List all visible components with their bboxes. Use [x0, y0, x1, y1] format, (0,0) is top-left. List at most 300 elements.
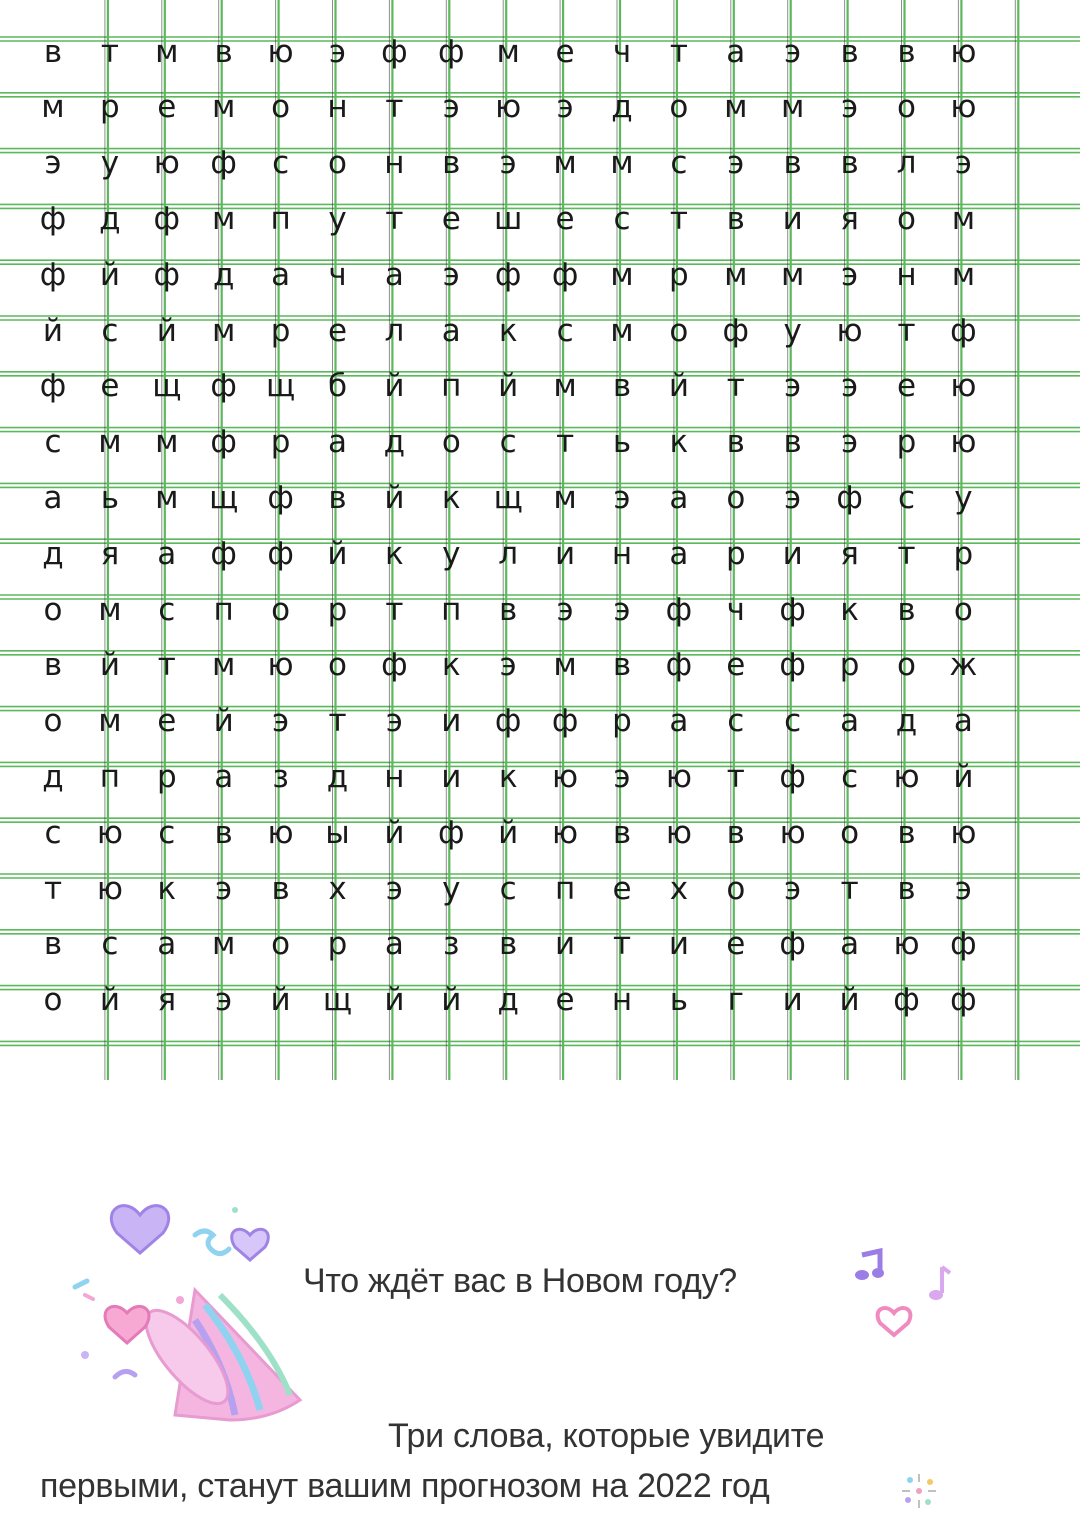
grid-letter: э — [442, 256, 460, 293]
grid-letter: а — [328, 424, 347, 461]
grid-letter: г — [727, 982, 744, 1019]
grid-letter: в — [840, 145, 859, 182]
grid-letter: и — [782, 200, 803, 237]
grid-letter: в — [43, 647, 63, 684]
grid-letter: а — [669, 703, 689, 740]
grid-letter: к — [157, 870, 177, 907]
grid-letter: ч — [612, 33, 632, 70]
grid-letter: м — [496, 33, 520, 70]
grid-letter: ф — [494, 703, 522, 740]
grid-letter: в — [612, 647, 632, 684]
grid-letter: и — [555, 926, 576, 963]
grid-letter: т — [897, 535, 916, 572]
grid-letter: ф — [836, 479, 863, 516]
grid-letter: е — [441, 200, 461, 237]
grid-letter: э — [784, 33, 802, 70]
grid-letter: т — [328, 703, 347, 740]
grid-letter: о — [897, 89, 916, 126]
grid-letter: т — [100, 33, 119, 70]
grid-letter: ь — [100, 479, 120, 516]
grid-letter: в — [43, 926, 63, 963]
grid-letter: щ — [209, 479, 239, 516]
grid-letter: с — [727, 703, 745, 740]
grid-letter: р — [270, 312, 291, 349]
grid-letter: о — [328, 145, 347, 182]
grid-letter: ф — [381, 33, 408, 70]
grid-letter: п — [213, 591, 234, 628]
grid-letter: й — [213, 703, 234, 740]
grid-letter: ю — [267, 814, 294, 851]
grid-letter: р — [953, 535, 974, 572]
grid-letter: и — [441, 703, 462, 740]
grid-letter: м — [780, 89, 805, 126]
grid-letter: и — [555, 535, 576, 572]
grid-letter: р — [839, 647, 860, 684]
grid-letter: ф — [950, 982, 977, 1019]
grid-letter: е — [555, 200, 575, 237]
grid-letter: й — [498, 814, 519, 851]
grid-letter: с — [670, 145, 688, 182]
grid-letter: а — [669, 479, 689, 516]
grid-letter: р — [270, 424, 291, 461]
grid-letter: ф — [950, 312, 977, 349]
grid-letter: ф — [267, 535, 294, 572]
grid-letter: ф — [722, 312, 750, 349]
grid-letter: я — [157, 982, 177, 1019]
grid-letter: ю — [267, 33, 294, 70]
grid-letter: э — [613, 479, 631, 516]
grid-letter: ф — [381, 647, 408, 684]
grid-letter: м — [724, 256, 748, 293]
grid-letter: э — [784, 368, 802, 405]
grid-letter: в — [897, 33, 916, 70]
music-note-icon — [850, 1245, 970, 1340]
grid-letter: ф — [494, 256, 522, 293]
grid-letter: й — [327, 535, 348, 572]
grid-letter: ю — [950, 89, 977, 126]
grid-letter: о — [726, 870, 746, 907]
grid-letter: е — [726, 926, 746, 963]
grid-letter: щ — [322, 982, 353, 1019]
grid-letter: в — [214, 814, 233, 851]
grid-letter: в — [897, 814, 916, 851]
grid-letter: я — [840, 535, 859, 572]
grid-letter: э — [556, 89, 574, 126]
grid-letter: ю — [893, 758, 920, 795]
grid-letter: э — [499, 145, 517, 182]
grid-letter: т — [43, 870, 63, 907]
grid-letter: п — [441, 591, 462, 628]
grid-letter: э — [841, 89, 859, 126]
grid-letter: к — [441, 479, 461, 516]
grid-letter: ф — [779, 926, 806, 963]
grid-letter: э — [215, 870, 233, 907]
grid-letter: д — [42, 758, 64, 795]
grid-letter: н — [896, 256, 917, 293]
grid-letter: в — [897, 870, 916, 907]
grid-letter: в — [499, 926, 518, 963]
grid-letter: ю — [552, 758, 579, 795]
grid-letter: ф — [438, 33, 465, 70]
grid-letter: с — [784, 703, 802, 740]
grid-letter: ю — [267, 647, 294, 684]
grid-letter: п — [441, 368, 462, 405]
grid-letter: п — [554, 870, 576, 907]
grid-letter: о — [669, 312, 689, 349]
grid-letter: й — [839, 982, 860, 1019]
grid-letter: т — [669, 200, 688, 237]
grid-letter: ф — [153, 200, 181, 237]
grid-letter: и — [782, 535, 803, 572]
grid-letter: ю — [96, 870, 123, 907]
grid-letter: ф — [210, 535, 237, 572]
grid-letter: к — [498, 758, 518, 795]
grid-letter: а — [384, 256, 404, 293]
question-text: Что ждёт вас в Новом году? — [303, 1262, 737, 1300]
grid-letter: ю — [96, 814, 123, 851]
grid-letter: т — [157, 647, 176, 684]
grid-letter: э — [613, 758, 631, 795]
grid-letter: м — [155, 424, 179, 461]
grid-letter: а — [43, 479, 63, 516]
grid-letter: э — [784, 479, 802, 516]
grid-letter: а — [669, 535, 689, 572]
grid-letter: в — [897, 591, 916, 628]
grid-letter: р — [327, 591, 348, 628]
grid-letter: а — [840, 703, 860, 740]
grid-letter: у — [783, 312, 802, 349]
grid-letter: т — [897, 312, 916, 349]
grid-letter: с — [44, 424, 62, 461]
grid-letter: а — [384, 926, 404, 963]
grid-letter: т — [726, 368, 745, 405]
grid-letter: ю — [153, 145, 180, 182]
grid-letter: ф — [551, 256, 579, 293]
grid-letter: я — [100, 535, 120, 572]
grid-letter: ф — [551, 703, 579, 740]
grid-letter: б — [327, 368, 348, 405]
grid-letter: э — [215, 982, 233, 1019]
grid-letter: х — [669, 870, 689, 907]
grid-letter: ф — [210, 424, 237, 461]
grid-letter: м — [553, 368, 577, 405]
grid-letter: м — [724, 89, 748, 126]
grid-letter: а — [726, 33, 746, 70]
grid-letter: м — [610, 256, 634, 293]
grid-letter: ф — [950, 926, 977, 963]
grid-letter: м — [780, 256, 805, 293]
grid-letter: о — [271, 89, 291, 126]
grid-letter: д — [212, 256, 235, 293]
grid-letter: с — [158, 814, 176, 851]
grid-letter: с — [44, 814, 62, 851]
grid-letter: ю — [893, 926, 920, 963]
grid-letter: й — [384, 368, 405, 405]
grid-letter: ф — [210, 145, 237, 182]
grid-letter: ф — [153, 256, 181, 293]
grid-letter: с — [272, 145, 290, 182]
grid-letter: р — [896, 424, 917, 461]
grid-letter: э — [954, 145, 972, 182]
grid-letter: й — [42, 312, 64, 349]
grid-letter: ф — [39, 256, 67, 293]
grid-letter: й — [99, 982, 120, 1019]
grid-letter: о — [669, 89, 689, 126]
grid-letter: м — [41, 89, 65, 126]
grid-letter: щ — [493, 479, 523, 516]
grid-letter: т — [669, 33, 688, 70]
grid-letter: ю — [950, 368, 977, 405]
grid-letter: с — [841, 758, 859, 795]
grid-letter: е — [726, 647, 746, 684]
grid-letter: э — [841, 424, 859, 461]
grid-letter: ю — [495, 89, 522, 126]
grid-letter: м — [553, 479, 577, 516]
grid-letter: м — [211, 89, 236, 126]
grid-letter: й — [99, 256, 120, 293]
grid-letter: ф — [893, 982, 920, 1019]
grid-letter: ф — [779, 758, 806, 795]
grid-letter: в — [499, 591, 518, 628]
grid-letter: й — [99, 647, 120, 684]
grid-letter: э — [841, 256, 859, 293]
grid-letter: р — [725, 535, 746, 572]
grid-letter: а — [441, 312, 461, 349]
grid-letter: э — [442, 89, 460, 126]
grid-letter: а — [157, 535, 177, 572]
grid-letter: м — [211, 312, 236, 349]
grid-letter: л — [384, 312, 405, 349]
grid-letter: й — [441, 982, 462, 1019]
grid-letter: н — [611, 982, 633, 1019]
grid-letter: о — [953, 591, 973, 628]
grid-letter: в — [783, 145, 802, 182]
grid-letter: о — [271, 926, 291, 963]
grid-letter: т — [385, 591, 404, 628]
grid-letter: ю — [779, 814, 806, 851]
grid-letter: е — [612, 870, 632, 907]
grid-letter: у — [442, 535, 461, 572]
grid-letter: в — [271, 870, 290, 907]
grid-letter: т — [840, 870, 859, 907]
grid-letter: й — [270, 982, 291, 1019]
grid-letter: д — [383, 424, 406, 461]
grid-letter: с — [499, 424, 517, 461]
grid-letter: в — [783, 424, 802, 461]
grid-letter: у — [100, 145, 120, 182]
grid-letter: а — [840, 926, 860, 963]
grid-letter: м — [98, 424, 122, 461]
grid-letter: ь — [669, 982, 689, 1019]
grid-letter: с — [613, 200, 631, 237]
grid-letter: е — [157, 89, 177, 126]
grid-letter: й — [384, 982, 405, 1019]
grid-letter: ы — [325, 814, 350, 851]
grid-letter: м — [553, 647, 577, 684]
grid-letter: ф — [779, 591, 806, 628]
grid-letter: с — [499, 870, 517, 907]
grid-letter: й — [384, 814, 405, 851]
grid-letter: о — [840, 814, 860, 851]
grid-letter: э — [385, 870, 403, 907]
grid-letter: ю — [950, 33, 977, 70]
grid-letter: р — [156, 758, 177, 795]
grid-letter: т — [726, 758, 745, 795]
grid-letter: р — [327, 926, 348, 963]
grid-letter: м — [98, 703, 122, 740]
grid-letter: к — [669, 424, 689, 461]
grid-letter: в — [43, 33, 63, 70]
grid-letter: ф — [210, 368, 237, 405]
grid-letter: щ — [265, 368, 296, 405]
grid-letter: ф — [39, 368, 67, 405]
grid-letter: м — [211, 647, 236, 684]
grid-letter: и — [441, 758, 462, 795]
party-popper-icon — [55, 1195, 325, 1435]
grid-letter: э — [328, 33, 346, 70]
grid-letter: м — [610, 312, 634, 349]
grid-letter: о — [271, 591, 291, 628]
grid-letter: е — [555, 982, 575, 1019]
grid-letter: э — [841, 368, 859, 405]
grid-letter: к — [385, 535, 404, 572]
grid-letter: м — [98, 591, 122, 628]
grid-letter: д — [42, 535, 64, 572]
grid-letter: э — [954, 870, 972, 907]
grid-letter: с — [101, 312, 119, 349]
grid-letter: й — [953, 758, 974, 795]
grid-letter: э — [784, 870, 802, 907]
grid-letter: м — [155, 33, 179, 70]
grid-letter: й — [668, 368, 689, 405]
grid-letter: н — [384, 145, 405, 182]
grid-letter: е — [896, 368, 917, 405]
grid-letter: ш — [494, 200, 523, 237]
grid-letter: е — [157, 703, 177, 740]
grid-letter: ф — [665, 591, 693, 628]
grid-letter: ю — [552, 814, 579, 851]
grid-letter: о — [897, 200, 916, 237]
grid-letter: в — [726, 814, 745, 851]
grid-letter: т — [385, 200, 404, 237]
grid-letter: о — [43, 591, 63, 628]
grid-letter: ю — [836, 312, 863, 349]
grid-letter: ч — [726, 591, 745, 628]
grid-letter: о — [43, 703, 63, 740]
grid-letter: о — [328, 647, 347, 684]
grid-letter: м — [211, 926, 236, 963]
grid-letter: в — [726, 200, 745, 237]
grid-letter: о — [43, 982, 63, 1019]
grid-letter: м — [951, 256, 976, 293]
grid-letter: э — [272, 703, 290, 740]
grid-letter: м — [155, 479, 179, 516]
grid-letter: т — [612, 926, 632, 963]
grid-letter: й — [384, 479, 405, 516]
grid-letter: к — [441, 647, 461, 684]
grid-letter: н — [384, 758, 405, 795]
grid-letter: э — [613, 591, 631, 628]
grid-letter: д — [497, 982, 519, 1019]
grid-letter: а — [157, 926, 177, 963]
grid-letter: д — [326, 758, 349, 795]
grid-letter: к — [840, 591, 859, 628]
grid-letter: а — [271, 256, 291, 293]
grid-letter: м — [553, 145, 577, 182]
grid-letter: й — [498, 368, 519, 405]
grid-letter: в — [214, 33, 233, 70]
grid-letter: д — [611, 89, 633, 126]
grid-letter: л — [498, 535, 519, 572]
grid-letter: р — [612, 703, 632, 740]
grid-letter: с — [556, 312, 574, 349]
grid-letter: р — [100, 89, 120, 126]
grid-letter: и — [782, 982, 803, 1019]
grid-letter: е — [327, 312, 348, 349]
grid-letter: д — [895, 703, 918, 740]
sparkle-icon — [898, 1470, 940, 1512]
grid-letter: ч — [328, 256, 347, 293]
grid-letter: ф — [39, 200, 67, 237]
grid-letter: х — [328, 870, 347, 907]
grid-letter: в — [726, 424, 745, 461]
grid-letter: о — [441, 424, 461, 461]
grid-letter: у — [328, 200, 347, 237]
grid-letter: н — [611, 535, 633, 572]
grid-letter: э — [44, 145, 62, 182]
grid-letter: в — [840, 33, 859, 70]
grid-letter: п — [270, 200, 291, 237]
grid-letter: у — [442, 870, 461, 907]
grid-letter: ю — [950, 424, 977, 461]
grid-letter: в — [328, 479, 347, 516]
grid-letter: д — [99, 200, 121, 237]
grid-letter: а — [214, 758, 234, 795]
grid-letter: к — [498, 312, 518, 349]
grid-letter: в — [442, 145, 461, 182]
grid-letter: ю — [665, 758, 692, 795]
grid-letter: з — [272, 758, 289, 795]
grid-letter: з — [443, 926, 460, 963]
grid-letter: л — [896, 145, 917, 182]
grid-letter: ф — [779, 647, 806, 684]
instruction-line-1: Три слова, которые увидите — [388, 1417, 825, 1455]
grid-letter: м — [610, 145, 634, 182]
grid-letter: с — [897, 479, 916, 516]
grid-letter: ж — [949, 647, 978, 684]
grid-letter: я — [840, 200, 859, 237]
grid-letter: э — [385, 703, 403, 740]
grid-letter: ь — [612, 424, 632, 461]
grid-letter: э — [499, 647, 517, 684]
grid-letter: н — [327, 89, 348, 126]
grid-letter: а — [953, 703, 973, 740]
grid-letter: э — [727, 145, 745, 182]
grid-letter: р — [669, 256, 689, 293]
grid-letter: ю — [950, 814, 977, 851]
grid-letter: й — [156, 312, 177, 349]
grid-letter: м — [211, 200, 236, 237]
grid-letter: ф — [438, 814, 465, 851]
grid-letter: т — [556, 424, 575, 461]
grid-letter: ф — [267, 479, 294, 516]
grid-letter: щ — [152, 368, 182, 405]
grid-letter: ф — [665, 647, 693, 684]
grid-letter: с — [101, 926, 119, 963]
grid-letter: е — [555, 33, 575, 70]
grid-letter: и — [668, 926, 689, 963]
grid-letter: е — [100, 368, 120, 405]
